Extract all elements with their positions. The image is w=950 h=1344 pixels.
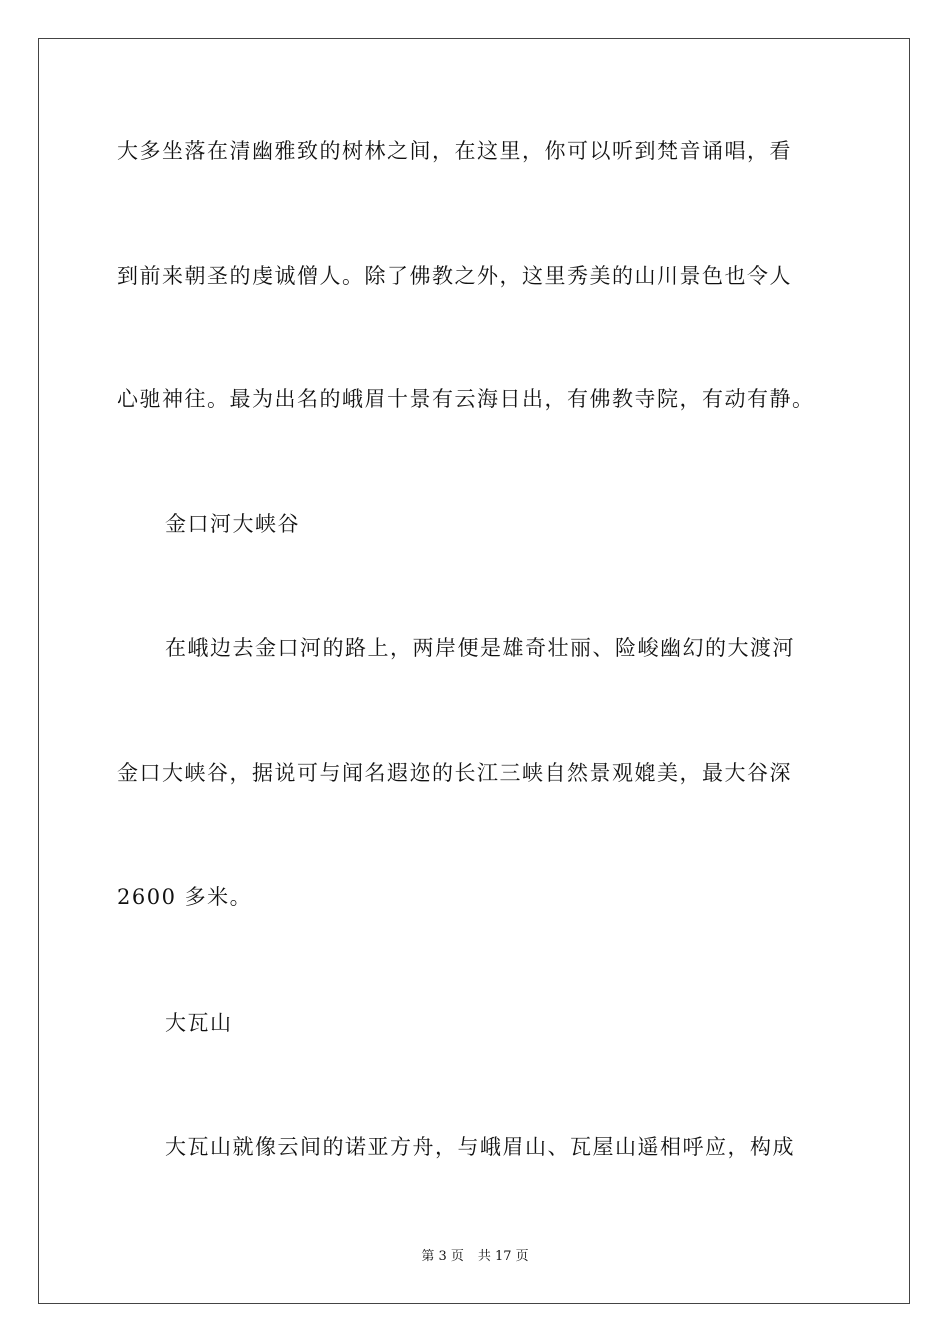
body-text-line: 金口大峡谷，据说可与闻名遐迩的长江三峡自然景观媲美，最大谷深: [117, 761, 792, 785]
page-footer: [0, 1248, 950, 1266]
body-text-line: 大瓦山就像云间的诺亚方舟，与峨眉山、瓦屋山遥相呼应，构成: [165, 1135, 795, 1159]
section-heading-jinkouhe: 金口河大峡谷: [165, 512, 300, 536]
section-heading-dawashan: 大瓦山: [165, 1011, 233, 1035]
total-pages: 共 17 页: [477, 1249, 529, 1264]
body-text-line: 心驰神往。最为出名的峨眉十景有云海日出，有佛教寺院，有动有静。: [117, 387, 815, 411]
page-border: [38, 38, 910, 1304]
body-text-line: 2600 多米。: [117, 885, 253, 909]
page-number: 第 3 页: [421, 1249, 464, 1264]
body-text-line: 到前来朝圣的虔诚僧人。除了佛教之外，这里秀美的山川景色也令人: [117, 264, 792, 288]
body-text-line: 在峨边去金口河的路上，两岸便是雄奇壮丽、险峻幽幻的大渡河: [165, 636, 795, 660]
body-text-line: 大多坐落在清幽雅致的树林之间，在这里，你可以听到梵音诵唱，看: [117, 139, 792, 163]
